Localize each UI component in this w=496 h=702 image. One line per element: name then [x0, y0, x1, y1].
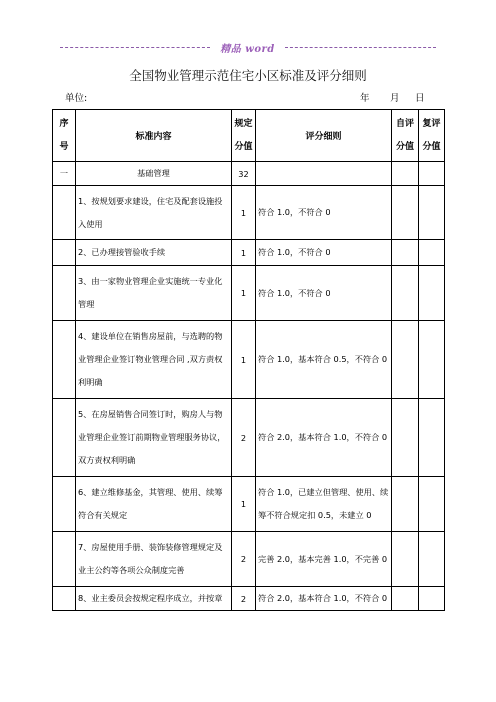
- section-title: 基础管理: [76, 162, 232, 186]
- header-rule-left: [60, 47, 210, 48]
- header-self-line2: 分值: [395, 141, 414, 152]
- table-row: [53, 477, 445, 532]
- table-row: [53, 399, 445, 477]
- row-score: 1: [232, 321, 256, 399]
- header-brand: 精品 word: [220, 44, 275, 55]
- row-review: [419, 587, 445, 611]
- row-seq: [53, 399, 76, 477]
- table-row: [53, 186, 445, 240]
- header-seq-line2: 号: [59, 141, 69, 152]
- row-rule: 完善 2.0，基本完善 1.0，不完善 0: [256, 532, 392, 587]
- row-rule: 符合 1.0，不符合 0: [256, 266, 392, 321]
- header-seq-line1: 序: [59, 118, 69, 129]
- scoring-table: [52, 109, 445, 611]
- row-rule: 符合 1.0，不符合 0: [256, 240, 392, 266]
- row-rule: 符合 1.0，已建立但管理、使用、续筹不符合规定扣 0.5，未建立 0: [256, 477, 392, 532]
- row-seq: [53, 532, 76, 587]
- unit-label: 单位:: [65, 93, 88, 104]
- row-content: 5、在房屋销售合同签订时，购房人与物业管理企业签订前期物业管理服务协议，双方责权利明确: [76, 399, 232, 477]
- row-review: [419, 266, 445, 321]
- row-score: 1: [232, 240, 256, 266]
- row-self: [392, 477, 419, 532]
- row-content: 1、按规划要求建设，住宅及配套设施投入使用: [76, 186, 232, 240]
- row-score: 2: [232, 532, 256, 587]
- header-score: [232, 110, 256, 162]
- header-content: 标准内容: [76, 110, 232, 162]
- row-seq: [53, 186, 76, 240]
- row-score: 1: [232, 186, 256, 240]
- row-rule: 符合 2.0，基本符合 1.0，不符合 0: [256, 399, 392, 477]
- row-content: 7、房屋使用手册、装饰装修管理规定及业主公约等各项公众制度完善: [76, 532, 232, 587]
- header-review-line2: 分值: [422, 141, 441, 152]
- date-day-label: 日: [415, 93, 425, 104]
- header-score-line2: 分值: [234, 141, 253, 152]
- section-seq: 一: [53, 162, 76, 186]
- date-month-label: 月: [390, 93, 400, 104]
- row-self: [392, 266, 419, 321]
- table-row: [53, 587, 445, 611]
- row-score: 2: [232, 587, 256, 611]
- section-review: [419, 162, 445, 186]
- table-row: [53, 321, 445, 399]
- row-score: 2: [232, 399, 256, 477]
- row-content: 4、建设单位在销售房屋前，与选聘的物业管理企业签订物业管理合同 ,双方责权利明确: [76, 321, 232, 399]
- row-content: 3、由一家物业管理企业实施统一专业化管理: [76, 266, 232, 321]
- header-self-line1: 自评: [395, 118, 414, 129]
- row-review: [419, 399, 445, 477]
- row-review: [419, 532, 445, 587]
- row-self: [392, 321, 419, 399]
- section-rule: [256, 162, 392, 186]
- row-rule: 符合 1.0，不符合 0: [256, 186, 392, 240]
- section-self: [392, 162, 419, 186]
- table-row: [53, 532, 445, 587]
- header-review: [419, 110, 445, 162]
- row-seq: [53, 266, 76, 321]
- section-score: 32: [232, 162, 256, 186]
- row-review: [419, 240, 445, 266]
- header-rules: 评分细则: [256, 110, 392, 162]
- row-score: 1: [232, 266, 256, 321]
- page-header: [60, 40, 436, 54]
- row-seq: [53, 477, 76, 532]
- date-year-label: 年: [360, 93, 370, 104]
- row-rule: 符合 1.0，基本符合 0.5，不符合 0: [256, 321, 392, 399]
- section-row: [53, 162, 445, 186]
- table-row: [53, 266, 445, 321]
- row-self: [392, 186, 419, 240]
- row-self: [392, 532, 419, 587]
- table-header-row: [53, 110, 445, 162]
- row-rule: 符合 2.0，基本符合 1.0，不符合 0: [256, 587, 392, 611]
- row-self: [392, 587, 419, 611]
- row-self: [392, 240, 419, 266]
- row-content: 2、已办理接管验收手续: [76, 240, 232, 266]
- row-seq: [53, 587, 76, 611]
- row-review: [419, 477, 445, 532]
- header-self: [392, 110, 419, 162]
- row-review: [419, 186, 445, 240]
- row-seq: [53, 321, 76, 399]
- row-seq: [53, 240, 76, 266]
- header-review-line1: 复评: [422, 118, 441, 129]
- header-seq: [53, 110, 76, 162]
- row-content: 8、业主委员会按规定程序成立，并按章: [76, 587, 232, 611]
- row-content: 6、建立维修基金，其管理、使用、续筹符合有关规定: [76, 477, 232, 532]
- header-score-line1: 规定: [234, 118, 253, 129]
- document-title: 全国物业管理示范住宅小区标准及评分细则: [129, 68, 367, 83]
- row-score: 1: [232, 477, 256, 532]
- table-row: [53, 240, 445, 266]
- row-self: [392, 399, 419, 477]
- header-rule-right: [285, 47, 436, 48]
- row-review: [419, 321, 445, 399]
